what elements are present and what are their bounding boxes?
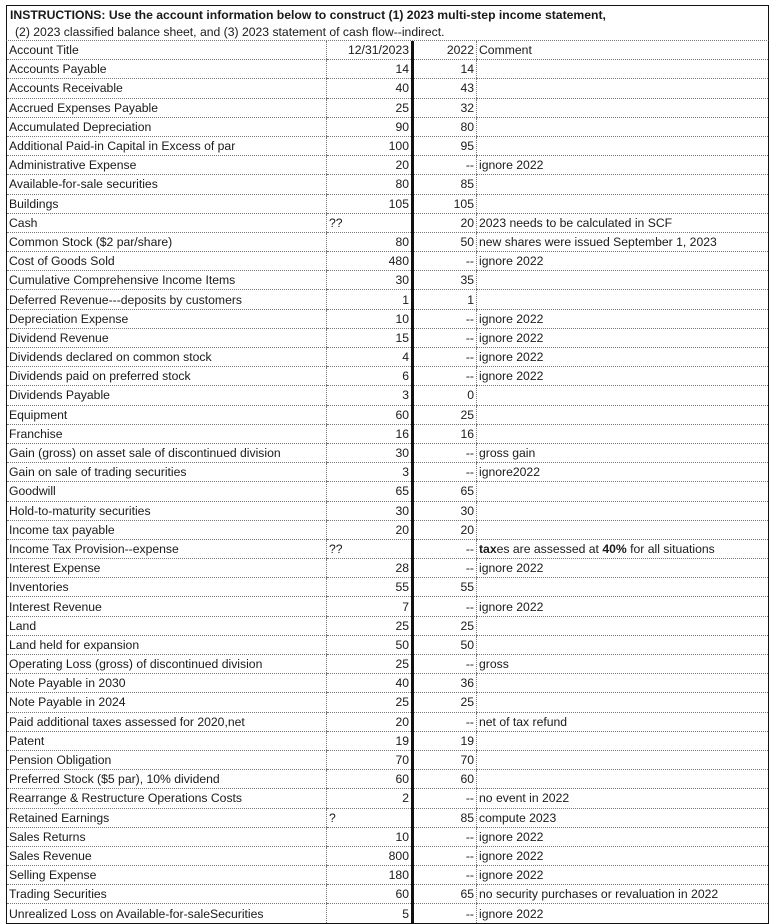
comment-cell: net of tax refund (477, 712, 769, 731)
account-title-cell: Dividends paid on preferred stock (7, 367, 327, 386)
comment-cell (477, 616, 769, 635)
account-title-cell: Interest Expense (7, 559, 327, 578)
account-title-cell: Land (7, 616, 327, 635)
value-2023-cell: 30 (327, 443, 413, 462)
comment-cell (477, 693, 769, 712)
value-2023-cell: 40 (327, 674, 413, 693)
value-2022-cell: 85 (413, 808, 477, 827)
account-table (6, 41, 769, 924)
table-row (7, 79, 769, 98)
value-2022-cell: -- (413, 597, 477, 616)
comment-cell (477, 175, 769, 194)
table-row (7, 328, 769, 347)
account-title-cell: Accounts Receivable (7, 79, 327, 98)
table-row (7, 770, 769, 789)
comment-cell: no event in 2022 (477, 789, 769, 808)
value-2023-cell: 20 (327, 156, 413, 175)
header-account-title: Account Title (7, 41, 327, 60)
account-title-cell: Pension Obligation (7, 750, 327, 769)
value-2023-cell: 180 (327, 866, 413, 885)
comment-cell (477, 136, 769, 155)
account-title-cell: Income tax payable (7, 520, 327, 539)
table-row (7, 750, 769, 769)
value-2023-cell: 7 (327, 597, 413, 616)
value-2022-cell: 20 (413, 520, 477, 539)
table-row (7, 693, 769, 712)
value-2023-cell: 25 (327, 616, 413, 635)
table-row (7, 520, 769, 539)
value-2023-cell: ?? (327, 213, 413, 232)
value-2023-cell: ?? (327, 539, 413, 558)
comment-cell (477, 98, 769, 117)
account-title-cell: Accrued Expenses Payable (7, 98, 327, 117)
value-2022-cell: 65 (413, 482, 477, 501)
tax-note-text: es are assessed at (496, 541, 603, 556)
account-title-cell: Administrative Expense (7, 156, 327, 175)
comment-cell (477, 117, 769, 136)
comment-cell: ignore 2022 (477, 156, 769, 175)
table-row (7, 635, 769, 654)
account-title-cell: Dividends declared on common stock (7, 348, 327, 367)
value-2023-cell: 16 (327, 424, 413, 443)
comment-cell (477, 60, 769, 79)
comment-cell (477, 405, 769, 424)
account-title-cell: Depreciation Expense (7, 309, 327, 328)
comment-cell (477, 386, 769, 405)
tax-rate-value: 40% (602, 541, 627, 556)
comment-cell: gross gain (477, 443, 769, 462)
comment-cell (477, 770, 769, 789)
value-2022-cell: 16 (413, 424, 477, 443)
account-title-cell: Selling Expense (7, 866, 327, 885)
account-title-cell: Income Tax Provision--expense (7, 539, 327, 558)
table-row (7, 194, 769, 213)
table-row (7, 808, 769, 827)
value-2022-cell: -- (413, 827, 477, 846)
comment-cell: ignore 2022 (477, 252, 769, 271)
table-row (7, 712, 769, 731)
value-2022-cell: 25 (413, 616, 477, 635)
account-title-cell: Unrealized Loss on Available-for-saleSecurities (7, 904, 327, 923)
value-2022-cell: -- (413, 463, 477, 482)
account-title-cell: Interest Revenue (7, 597, 327, 616)
value-2023-cell: 10 (327, 309, 413, 328)
value-2022-cell: -- (413, 348, 477, 367)
value-2023-cell: 2 (327, 789, 413, 808)
account-title-cell: Cumulative Comprehensive Income Items (7, 271, 327, 290)
comment-cell: new shares were issued September 1, 2023 (477, 232, 769, 251)
comment-cell: ignore 2022 (477, 846, 769, 865)
comment-cell: gross (477, 655, 769, 674)
value-2023-cell: 15 (327, 328, 413, 347)
account-title-cell: Dividends Payable (7, 386, 327, 405)
comment-cell: 2023 needs to be calculated in SCF (477, 213, 769, 232)
comment-cell: ignore 2022 (477, 866, 769, 885)
table-row (7, 386, 769, 405)
value-2023-cell: 19 (327, 731, 413, 750)
account-title-cell: Common Stock ($2 par/share) (7, 232, 327, 251)
table-row (7, 463, 769, 482)
value-2022-cell: -- (413, 328, 477, 347)
value-2023-cell: 30 (327, 271, 413, 290)
table-row (7, 559, 769, 578)
value-2022-cell: -- (413, 559, 477, 578)
comment-cell (477, 194, 769, 213)
value-2023-cell: 6 (327, 367, 413, 386)
table-row (7, 117, 769, 136)
account-title-cell: Cash (7, 213, 327, 232)
comment-cell: ignore 2022 (477, 827, 769, 846)
table-row (7, 827, 769, 846)
account-title-cell: Sales Revenue (7, 846, 327, 865)
value-2022-cell: 65 (413, 885, 477, 904)
value-2023-cell: 4 (327, 348, 413, 367)
value-2022-cell: -- (413, 252, 477, 271)
value-2023-cell: 20 (327, 520, 413, 539)
value-2022-cell: -- (413, 156, 477, 175)
table-row (7, 271, 769, 290)
value-2022-cell: -- (413, 655, 477, 674)
table-row (7, 252, 769, 271)
value-2023-cell: 1 (327, 290, 413, 309)
tax-rate-comment (477, 539, 769, 558)
table-row (7, 309, 769, 328)
header-2023: 12/31/2023 (327, 41, 413, 60)
value-2022-cell: 36 (413, 674, 477, 693)
account-title-cell: Equipment (7, 405, 327, 424)
table-row (7, 136, 769, 155)
table-row (7, 655, 769, 674)
value-2022-cell: -- (413, 539, 477, 558)
table-row (7, 424, 769, 443)
account-title-cell: Cost of Goods Sold (7, 252, 327, 271)
table-row (7, 578, 769, 597)
account-title-cell: Hold-to-maturity securities (7, 501, 327, 520)
account-title-cell: Trading Securities (7, 885, 327, 904)
value-2023-cell: 25 (327, 98, 413, 117)
table-row (7, 904, 769, 923)
value-2023-cell: 30 (327, 501, 413, 520)
table-row (7, 846, 769, 865)
value-2022-cell: 95 (413, 136, 477, 155)
value-2022-cell: 105 (413, 194, 477, 213)
account-title-cell: Preferred Stock ($5 par), 10% dividend (7, 770, 327, 789)
account-title-cell: Gain on sale of trading securities (7, 463, 327, 482)
account-title-cell: Inventories (7, 578, 327, 597)
value-2022-cell: -- (413, 367, 477, 386)
instructions-line-1: INSTRUCTIONS: Use the account information below to construct (1) 2023 multi-step income statement, (6, 5, 769, 23)
comment-cell: no security purchases or revaluation in 2022 (477, 885, 769, 904)
value-2023-cell: 50 (327, 635, 413, 654)
account-title-cell: Operating Loss (gross) of discontinued division (7, 655, 327, 674)
table-row (7, 501, 769, 520)
instructions-line-2: (2) 2023 classified balance sheet, and (3) 2023 statement of cash flow--indirect. (6, 23, 769, 41)
value-2023-cell: ? (327, 808, 413, 827)
header-2022: 2022 (413, 41, 477, 60)
account-title-cell: Retained Earnings (7, 808, 327, 827)
value-2023-cell: 25 (327, 693, 413, 712)
header-comment: Comment (477, 41, 769, 60)
value-2023-cell: 10 (327, 827, 413, 846)
value-2023-cell: 60 (327, 770, 413, 789)
value-2023-cell: 60 (327, 405, 413, 424)
value-2023-cell: 20 (327, 712, 413, 731)
table-row (7, 616, 769, 635)
comment-cell (477, 520, 769, 539)
table-row (7, 674, 769, 693)
comment-cell: ignore 2022 (477, 904, 769, 923)
value-2023-cell: 3 (327, 386, 413, 405)
value-2022-cell: -- (413, 904, 477, 923)
account-title-cell: Accounts Payable (7, 60, 327, 79)
table-row (7, 175, 769, 194)
table-row (7, 482, 769, 501)
comment-cell (477, 731, 769, 750)
table-row (7, 789, 769, 808)
comment-cell (477, 271, 769, 290)
value-2023-cell: 80 (327, 232, 413, 251)
value-2023-cell: 14 (327, 60, 413, 79)
value-2022-cell: -- (413, 789, 477, 808)
comment-cell: ignore2022 (477, 463, 769, 482)
value-2023-cell: 80 (327, 175, 413, 194)
value-2023-cell: 800 (327, 846, 413, 865)
comment-cell (477, 482, 769, 501)
comment-cell (477, 578, 769, 597)
value-2022-cell: 60 (413, 770, 477, 789)
comment-cell (477, 674, 769, 693)
value-2022-cell: 1 (413, 290, 477, 309)
table-row (7, 885, 769, 904)
value-2022-cell: 35 (413, 271, 477, 290)
account-title-cell: Additional Paid-in Capital in Excess of par (7, 136, 327, 155)
value-2023-cell: 60 (327, 885, 413, 904)
account-title-cell: Gain (gross) on asset sale of discontinued division (7, 443, 327, 462)
table-row (7, 290, 769, 309)
comment-cell: compute 2023 (477, 808, 769, 827)
value-2022-cell: -- (413, 309, 477, 328)
comment-cell (477, 424, 769, 443)
table-row (7, 60, 769, 79)
table-row (7, 597, 769, 616)
value-2022-cell: 32 (413, 98, 477, 117)
table-row (7, 348, 769, 367)
value-2022-cell: 20 (413, 213, 477, 232)
table-row (7, 539, 769, 558)
comment-cell (477, 79, 769, 98)
table-row (7, 866, 769, 885)
table-row (7, 405, 769, 424)
value-2023-cell: 70 (327, 750, 413, 769)
account-title-cell: Available-for-sale securities (7, 175, 327, 194)
value-2022-cell: 0 (413, 386, 477, 405)
value-2022-cell: -- (413, 712, 477, 731)
account-title-cell: Dividend Revenue (7, 328, 327, 347)
value-2023-cell: 3 (327, 463, 413, 482)
account-title-cell: Deferred Revenue---deposits by customers (7, 290, 327, 309)
account-title-cell: Note Payable in 2030 (7, 674, 327, 693)
account-title-cell: Patent (7, 731, 327, 750)
tax-note-prefix: tax (479, 541, 497, 556)
value-2022-cell: 70 (413, 750, 477, 769)
value-2022-cell: 14 (413, 60, 477, 79)
value-2023-cell: 55 (327, 578, 413, 597)
comment-cell: ignore 2022 (477, 367, 769, 386)
table-row (7, 213, 769, 232)
comment-cell (477, 501, 769, 520)
account-title-cell: Buildings (7, 194, 327, 213)
value-2022-cell: 19 (413, 731, 477, 750)
value-2022-cell: 43 (413, 79, 477, 98)
value-2022-cell: 85 (413, 175, 477, 194)
value-2022-cell: -- (413, 866, 477, 885)
comment-cell: ignore 2022 (477, 309, 769, 328)
account-title-cell: Rearrange & Restructure Operations Costs (7, 789, 327, 808)
value-2022-cell: 50 (413, 232, 477, 251)
table-row (7, 232, 769, 251)
comment-cell (477, 750, 769, 769)
account-title-cell: Paid additional taxes assessed for 2020,net (7, 712, 327, 731)
value-2023-cell: 100 (327, 136, 413, 155)
table-row (7, 367, 769, 386)
value-2022-cell: 55 (413, 578, 477, 597)
comment-cell (477, 290, 769, 309)
value-2023-cell: 90 (327, 117, 413, 136)
value-2023-cell: 65 (327, 482, 413, 501)
table-row (7, 443, 769, 462)
table-row (7, 98, 769, 117)
account-title-cell: Goodwill (7, 482, 327, 501)
value-2022-cell: -- (413, 846, 477, 865)
account-title-cell: Note Payable in 2024 (7, 693, 327, 712)
header-row (7, 41, 769, 60)
value-2022-cell: -- (413, 443, 477, 462)
table-row (7, 156, 769, 175)
comment-cell (477, 635, 769, 654)
account-title-cell: Land held for expansion (7, 635, 327, 654)
value-2023-cell: 480 (327, 252, 413, 271)
comment-cell: ignore 2022 (477, 597, 769, 616)
account-title-cell: Franchise (7, 424, 327, 443)
value-2023-cell: 25 (327, 655, 413, 674)
comment-cell: ignore 2022 (477, 328, 769, 347)
table-row (7, 731, 769, 750)
value-2022-cell: 25 (413, 405, 477, 424)
value-2022-cell: 50 (413, 635, 477, 654)
comment-cell: ignore 2022 (477, 559, 769, 578)
value-2023-cell: 105 (327, 194, 413, 213)
value-2023-cell: 40 (327, 79, 413, 98)
tax-note-suffix: for all situations (626, 541, 715, 556)
value-2023-cell: 5 (327, 904, 413, 923)
value-2022-cell: 80 (413, 117, 477, 136)
comment-cell: ignore 2022 (477, 348, 769, 367)
account-title-cell: Accumulated Depreciation (7, 117, 327, 136)
value-2023-cell: 28 (327, 559, 413, 578)
value-2022-cell: 25 (413, 693, 477, 712)
value-2022-cell: 30 (413, 501, 477, 520)
account-title-cell: Sales Returns (7, 827, 327, 846)
account-sheet (6, 5, 769, 921)
